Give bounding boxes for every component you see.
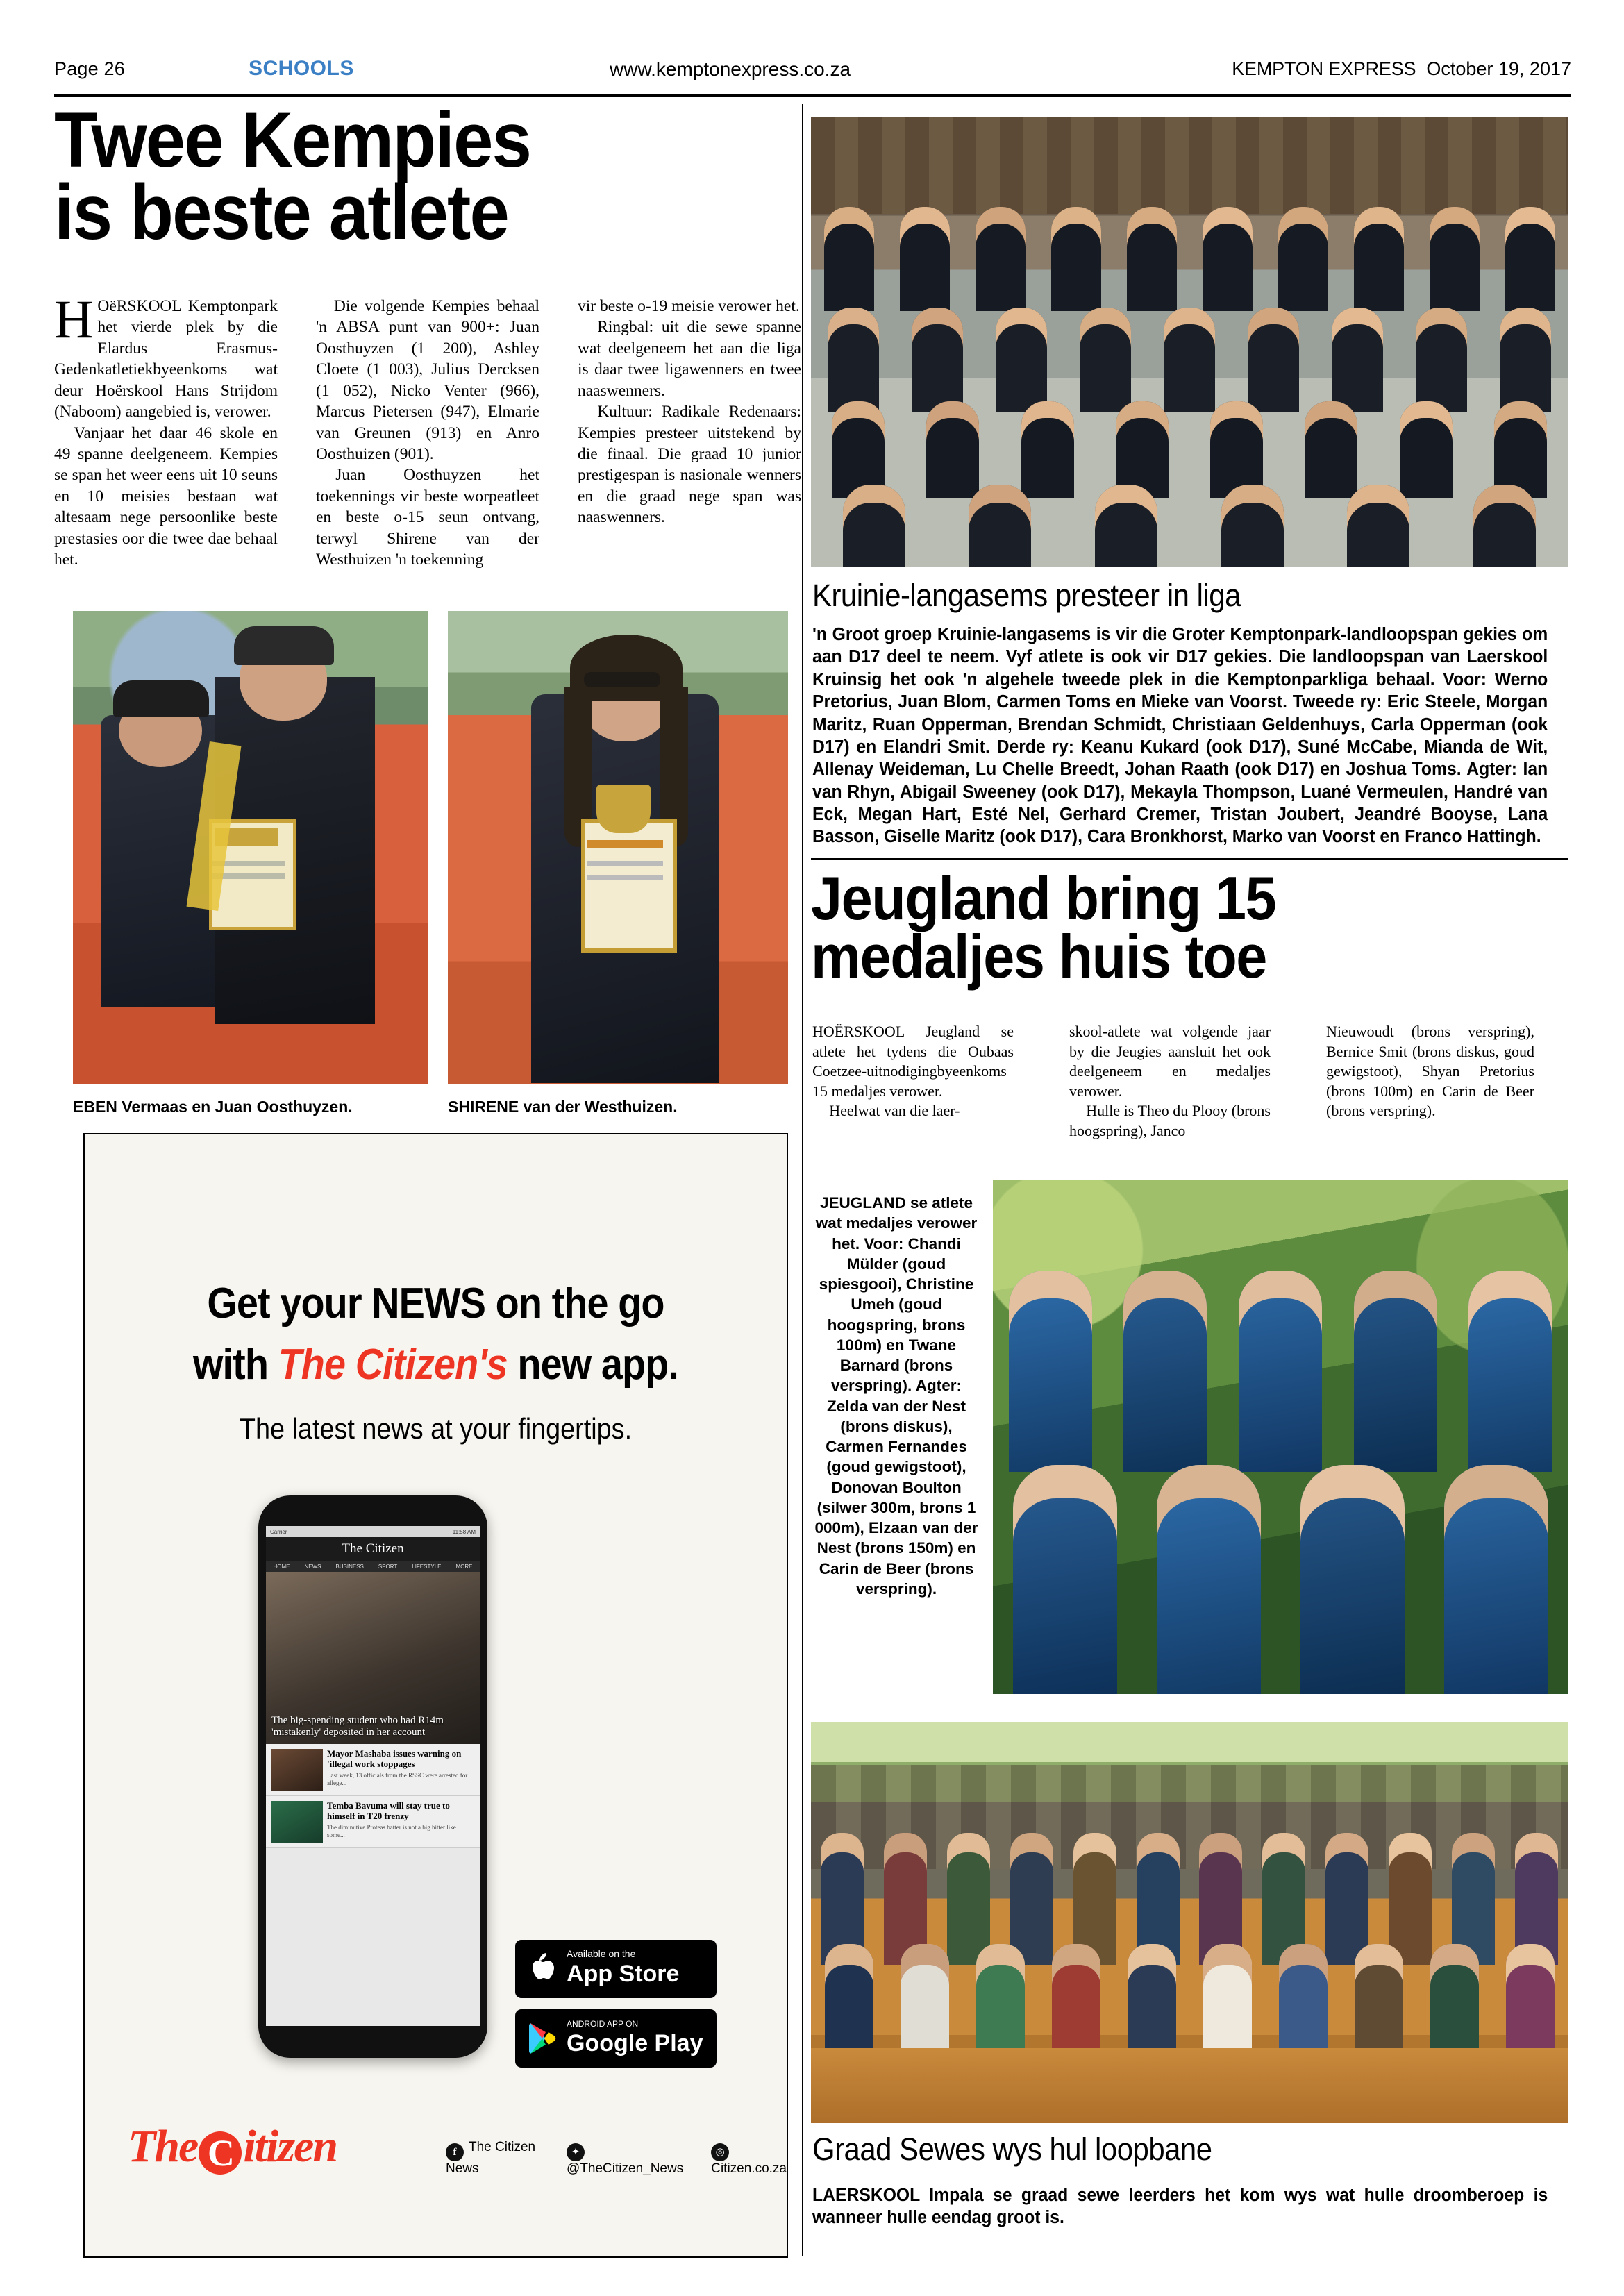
jeugland-headline	[811, 864, 1507, 991]
social-links[interactable]	[446, 2140, 787, 2177]
photo-kruinie-team	[811, 117, 1568, 567]
ad-headline-line2	[120, 1340, 752, 1389]
paragraph: HOËRSKOOL Jeugland se atlete het tydens die Oubaas Coetzee-uitnodigingbyeenkoms 15 medaljes verower.	[812, 1023, 1014, 1100]
google-play-icon	[528, 2022, 558, 2055]
ad-brand-name: The Citizen's	[278, 1341, 508, 1389]
section-divider-jeugland	[811, 858, 1568, 860]
phone-nav-bar[interactable]	[266, 1561, 480, 1572]
caption-graad-sewes: LAERSKOOL Impala se graad sewe leerders het kom wys wat hulle droomberoep is wanneer hulle eendag groot is.	[812, 2186, 1548, 2228]
column-divider-jeugland-caption	[802, 1166, 803, 1770]
phone-item-sub: The diminutive Proteas batter is not a big hitter like some...	[327, 1823, 456, 1838]
phone-item-sub: Last week, 13 officials from the RSSC were arrested for allege...	[327, 1771, 468, 1786]
phone-carrier: Carrier	[270, 1528, 287, 1535]
main-headline-line1: Twee Kempies	[54, 97, 531, 183]
twitter-icon: ✦	[567, 2143, 585, 2161]
article-column-2	[316, 296, 539, 570]
publication-name: KEMPTON EXPRESS	[1232, 58, 1416, 79]
phone-hero-headline: The big-spending student who had R14m 'mistakenly' deposited in her account	[271, 1714, 444, 1738]
paragraph: Die volgende Kempies behaal 'n ABSA punt van 900+: Juan Oosthuyzen (1 200), Ashley Cloete (1 003), Julius Dercksen (1 052), Nicko Venter (966), Marcus Pietersen (947), Elmarie van Greunen (913) en Anro Oosthuizen (901).	[316, 297, 539, 463]
social-website-label: Citizen.co.za	[711, 2161, 787, 2176]
main-headline-line2: is beste atlete	[54, 169, 508, 256]
ad-subtitle: The latest news at your fingertips.	[239, 1412, 633, 1445]
main-headline	[54, 97, 741, 256]
article-column-1	[54, 289, 278, 570]
phone-item-title: Temba Bavuma will stay true to himself in T20 frenzy	[327, 1800, 450, 1821]
social-twitter-label: @TheCitizen_News	[567, 2161, 684, 2176]
website-url: www.kemptonexpress.co.za	[610, 58, 851, 80]
kicker-graad-sewes: Graad Sewes wys hul loopbane	[812, 2131, 1212, 2167]
phone-item-title: Mayor Mashaba issues warning on 'illegal work stoppages	[327, 1748, 462, 1769]
phone-mockup	[258, 1495, 487, 2058]
google-play-badge[interactable]	[515, 2009, 717, 2068]
photo-caption-eben-juan: EBEN Vermaas en Juan Oosthuyzen.	[73, 1098, 353, 1116]
article-column-3	[578, 296, 801, 528]
jeugland-column-3	[1326, 1022, 1534, 1121]
phone-nav-item[interactable]: HOME	[273, 1563, 290, 1570]
phone-hero-story[interactable]	[266, 1572, 480, 1744]
paragraph	[54, 289, 278, 423]
page-number: Page 26	[54, 58, 125, 79]
photo-shirene	[448, 611, 788, 1084]
social-website[interactable]	[711, 2140, 787, 2177]
phone-item-text	[327, 1749, 474, 1791]
paragraph: vir beste o-19 meisie verower het.	[578, 297, 800, 315]
phone-app-title-text: The Citizen	[342, 1541, 404, 1556]
ad-line2-pre: with	[193, 1341, 278, 1389]
main-article-body	[54, 289, 801, 569]
jeugland-column-1	[812, 1022, 1014, 1121]
google-play-small-text: ANDROID APP ON	[567, 2019, 639, 2029]
citizen-logo	[128, 2120, 337, 2175]
photo-graad-sewes	[811, 1722, 1568, 2123]
citizen-logo-itizen: itizen	[243, 2121, 337, 2172]
citizen-logo-c: C	[199, 2131, 242, 2175]
paragraph: skool-atlete wat volgende jaar by die Jeugies aansluit het ook deelgeneem en medaljes verower.	[1069, 1023, 1271, 1100]
paragraph: Ringbal: uit die sewe spanne wat deelgeneem het aan die liga is daar twee ligawenners en twee naaswenners.	[578, 318, 801, 400]
caption-jeugland: JEUGLAND se atlete wat medaljes verower het. Voor: Chandi Mülder (goud spiesgooi), Christine Umeh (goud hoogspring, brons 100m) en Twane Barnard (brons verspring). Agter: Zelda van der Nest (brons diskus), Carmen Fernandes (goud gewigstoot), Donovan Boulton (silwer 300m, brons 1 000m), Elzaan van der Nest (brons 150m) en Carin de Beer (brons verspring).	[814, 1194, 978, 1598]
photo-jeugland-team	[993, 1180, 1568, 1694]
phone-list-item[interactable]	[266, 1796, 480, 1848]
social-facebook-label: The Citizen News	[446, 2140, 536, 2176]
globe-icon: ◎	[711, 2143, 729, 2161]
photo-caption-shirene: SHIRENE van der Westhuizen.	[448, 1098, 678, 1116]
apple-icon	[528, 1951, 558, 1987]
google-play-large-text: Google Play	[567, 2030, 703, 2056]
jeugland-headline-line1: Jeugland bring 15	[811, 864, 1276, 932]
phone-nav-item[interactable]: NEWS	[304, 1563, 321, 1570]
facebook-icon: f	[446, 2143, 464, 2161]
paragraph: Kultuur: Radikale Redenaars: Kempies presteer uitstekend by die finaal. Die graad 10 junior prestigespan is nasionale wenners en die graad nege span was naaswenners.	[578, 403, 801, 527]
phone-thumbnail	[271, 1801, 323, 1843]
phone-app-title	[266, 1537, 480, 1561]
app-store-badge[interactable]	[515, 1940, 717, 1998]
jeugland-headline-line2: medaljes huis toe	[811, 922, 1266, 991]
paragraph: Vanjaar het daar 46 skole en 49 spanne deelgeneem. Kempies se span het weer eens uit 10 seuns en 10 meisies bestaan wat altesaam nege persoonlike beste prestasies oor die twee dae behaal het.	[54, 424, 278, 569]
citizen-logo-the: The	[128, 2121, 198, 2172]
publication-info	[1232, 58, 1571, 80]
caption-kruinie: 'n Groot groep Kruinie-langasems is vir die Groter Kemptonpark-landloopspan gekies om aan D17 deel te neem. Vyf atlete is ook vir D17 gekies. Die landloopspan van Laerskool Kruinsig het ook 'n algehele tweede plek in die Kemptonparkliga behaal. Voor: Werno Pretorius, Juan Blom, Carmen Toms en Mieke van Voorst. Tweede ry: Eric Steele, Morgan Maritz, Ruan Opperman, Brendan Schmidt, Christiaan Geldenhuys, Carla Opperman (ook D17) en Elandri Smit. Derde ry: Keanu Kukard (ook D17), Suné McCabe, Mianda de Wit, Allenay Weideman, Lu Chelle Breedt, Johan Raath (ook D17) en Joshua Toms. Agter: Ian van Rhyn, Abigail Sweeney (ook D17), Mekayla Thompson, Luané Vermeulen, Handré van Eck, Megan Hart, Esté Nel, Gerhard Cremer, Tristan Joubert, Jeandré Booyse, Lana Basson, Giselle Maritz (ook D17), Cara Bronkhorst, Marko van Voorst en Franco Hattingh.	[812, 625, 1548, 847]
paragraph: Hulle is Theo du Plooy (brons hoogspring), Janco	[1069, 1102, 1271, 1139]
phone-nav-item[interactable]: LIFESTYLE	[412, 1563, 442, 1570]
phone-item-text	[327, 1801, 474, 1843]
phone-nav-item[interactable]: BUSINESS	[335, 1563, 364, 1570]
section-label: SCHOOLS	[249, 57, 354, 80]
app-store-small-text: Available on the	[567, 1948, 636, 1959]
publication-date: October 19, 2017	[1426, 58, 1571, 79]
social-facebook[interactable]	[446, 2140, 539, 2177]
phone-status-bar	[266, 1526, 480, 1537]
social-twitter[interactable]	[567, 2140, 683, 2177]
kicker-kruinie: Kruinie-langasems presteer in liga	[812, 578, 1241, 613]
phone-nav-item[interactable]: SPORT	[378, 1563, 398, 1570]
phone-nav-item[interactable]: MORE	[455, 1563, 473, 1570]
phone-screen	[266, 1526, 480, 2026]
masthead	[54, 58, 1571, 87]
drop-cap: H	[54, 289, 94, 349]
phone-time: 11:58 AM	[452, 1528, 476, 1535]
phone-list-item[interactable]	[266, 1744, 480, 1796]
app-store-large-text: App Store	[567, 1961, 680, 1987]
paragraph: Nieuwoudt (brons verspring), Bernice Smit (brons diskus, goud gewigstoot), Shyan Pretorius (brons 100m) en Carin de Beer (brons verspring).	[1326, 1023, 1534, 1120]
ad-headline-line1: Get your NEWS on the go	[207, 1280, 664, 1327]
phone-thumbnail	[271, 1749, 323, 1791]
paragraph: Juan Oosthuyzen het toekennings vir beste worpeatleet en beste o-15 seun ontvang, terwyl Shirene van der Westhuizen 'n toekenning	[316, 466, 539, 569]
ad-line2-post: new app.	[507, 1341, 678, 1389]
advertisement-citizen-app[interactable]	[83, 1133, 788, 2258]
paragraph-text: OëRSKOOL Kemptonpark het vierde plek by die Elardus Erasmus- Gedenkatletiekbyeenkoms wat deur Hoërskool Hans Strijdom (Naboom) aangebied is, verower.	[54, 297, 278, 421]
paragraph: Heelwat van die laer-	[829, 1102, 960, 1120]
photo-eben-juan	[73, 611, 428, 1084]
jeugland-column-2	[1069, 1022, 1271, 1141]
